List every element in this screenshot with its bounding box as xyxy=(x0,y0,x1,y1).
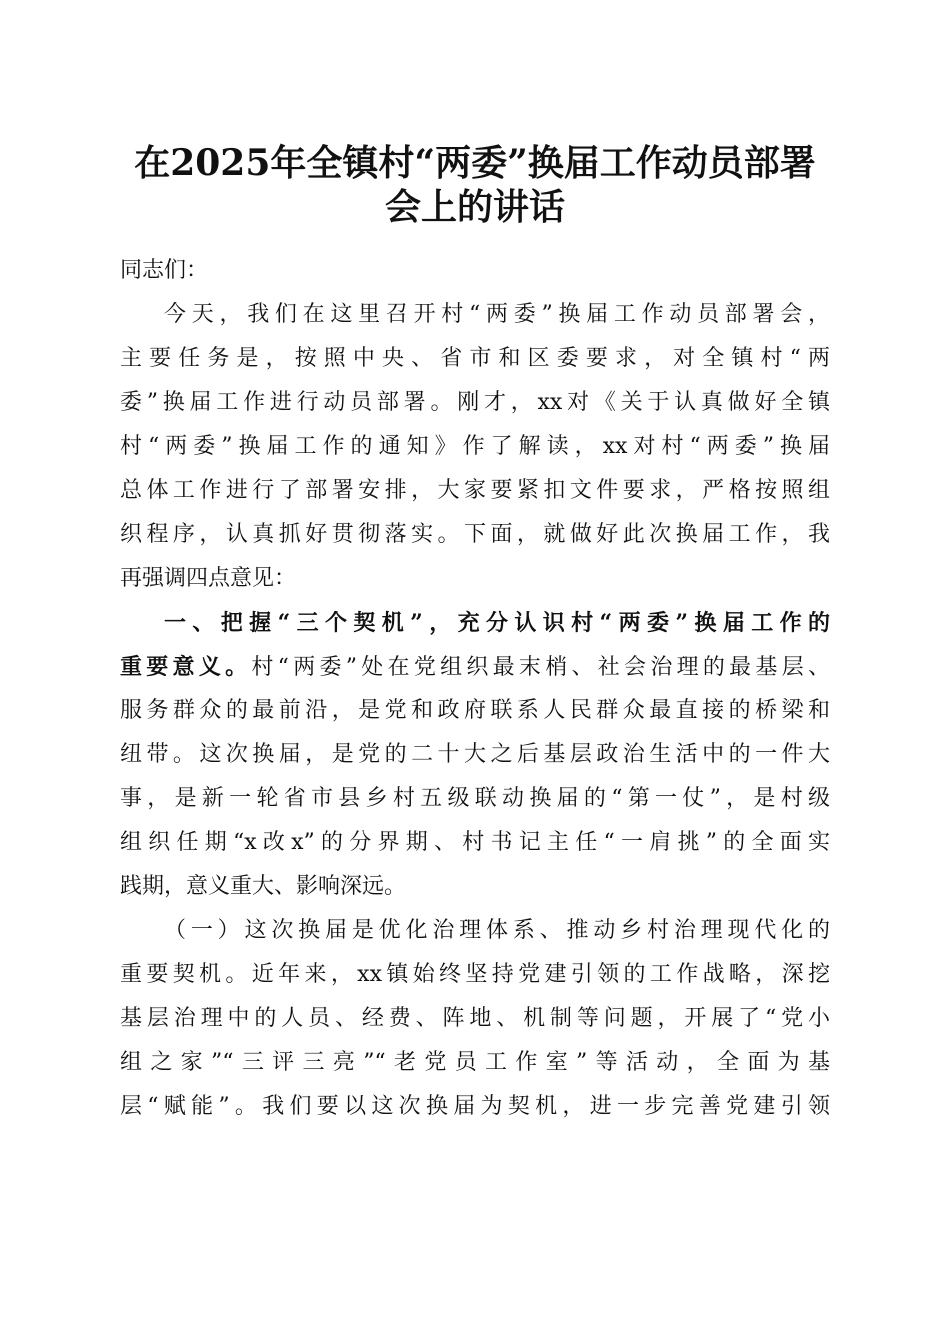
paragraph-line xyxy=(120,645,830,689)
section-1-heading-end: 重要意义。 xyxy=(120,654,252,680)
paragraph-line: 村“两委”换届工作的通知》作了解读，xx对村“两委”换届 xyxy=(120,434,830,459)
paragraph-line: 总体工作进行了部署安排，大家要紧扣文件要求，严格按照组 xyxy=(120,478,830,503)
intro-paragraph xyxy=(120,293,830,601)
paragraph-line: 纽带。这次换届，是党的二十大之后基层政治生活中的一件大 xyxy=(120,742,830,767)
subsection-1-heading-end: 重要契机。 xyxy=(120,962,252,987)
paragraph-line: 再强调四点意见： xyxy=(120,566,297,591)
subsection-1-heading: （一）这次换届是优化治理体系、推动乡村治理现代化的 xyxy=(164,918,830,943)
paragraph-line: 组之家”“三评三亮”“老党员工作室”等活动，全面为基 xyxy=(120,1050,830,1075)
paragraph-line: 今天，我们在这里召开村“两委”换届工作动员部署会， xyxy=(164,302,830,327)
paragraph-line: 践期，意义重大、影响深远。 xyxy=(120,874,407,899)
document-body xyxy=(120,249,830,1129)
paragraph-line: 委”换届工作进行动员部署。刚才，xx对《关于认真做好全镇 xyxy=(120,390,830,415)
section-1-paragraph xyxy=(120,601,830,909)
section-1-heading: 一、把握“三个契机”，充分认识村“两委”换届工作的 xyxy=(164,610,830,636)
paragraph-line: 基层治理中的人员、经费、阵地、机制等问题，开展了“党小 xyxy=(120,1006,830,1031)
paragraph-line: 事，是新一轮省市县乡村五级联动换届的“第一仗”，是村级 xyxy=(120,786,830,811)
document-title-line-2: 会上的讲话 xyxy=(384,186,565,228)
section-1-text: 村“两委”处在党组织最末梢、社会治理的最基层、 xyxy=(251,655,830,680)
paragraph-line: 主要任务是，按照中央、省市和区委要求，对全镇村“两 xyxy=(120,346,830,371)
paragraph-line: 层“赋能”。我们要以这次换届为契机，进一步完善党建引领 xyxy=(120,1094,830,1119)
paragraph-line: 组织任期“x改x”的分界期、村书记主任“一肩挑”的全面实 xyxy=(120,830,830,855)
paragraph-line xyxy=(120,953,830,997)
subsection-1-text: 近年来，xx镇始终坚持党建引领的工作战略，深挖 xyxy=(251,962,830,987)
paragraph-line: 服务群众的最前沿，是党和政府联系人民群众最直接的桥梁和 xyxy=(120,698,830,723)
document-title-line-1: 在2025年全镇村“两委”换届工作动员部署 xyxy=(134,142,816,184)
subsection-1-paragraph xyxy=(120,909,830,1129)
paragraph-line: 织程序，认真抓好贯彻落实。下面，就做好此次换届工作，我 xyxy=(120,522,830,547)
salutation: 同志们： xyxy=(120,258,209,283)
